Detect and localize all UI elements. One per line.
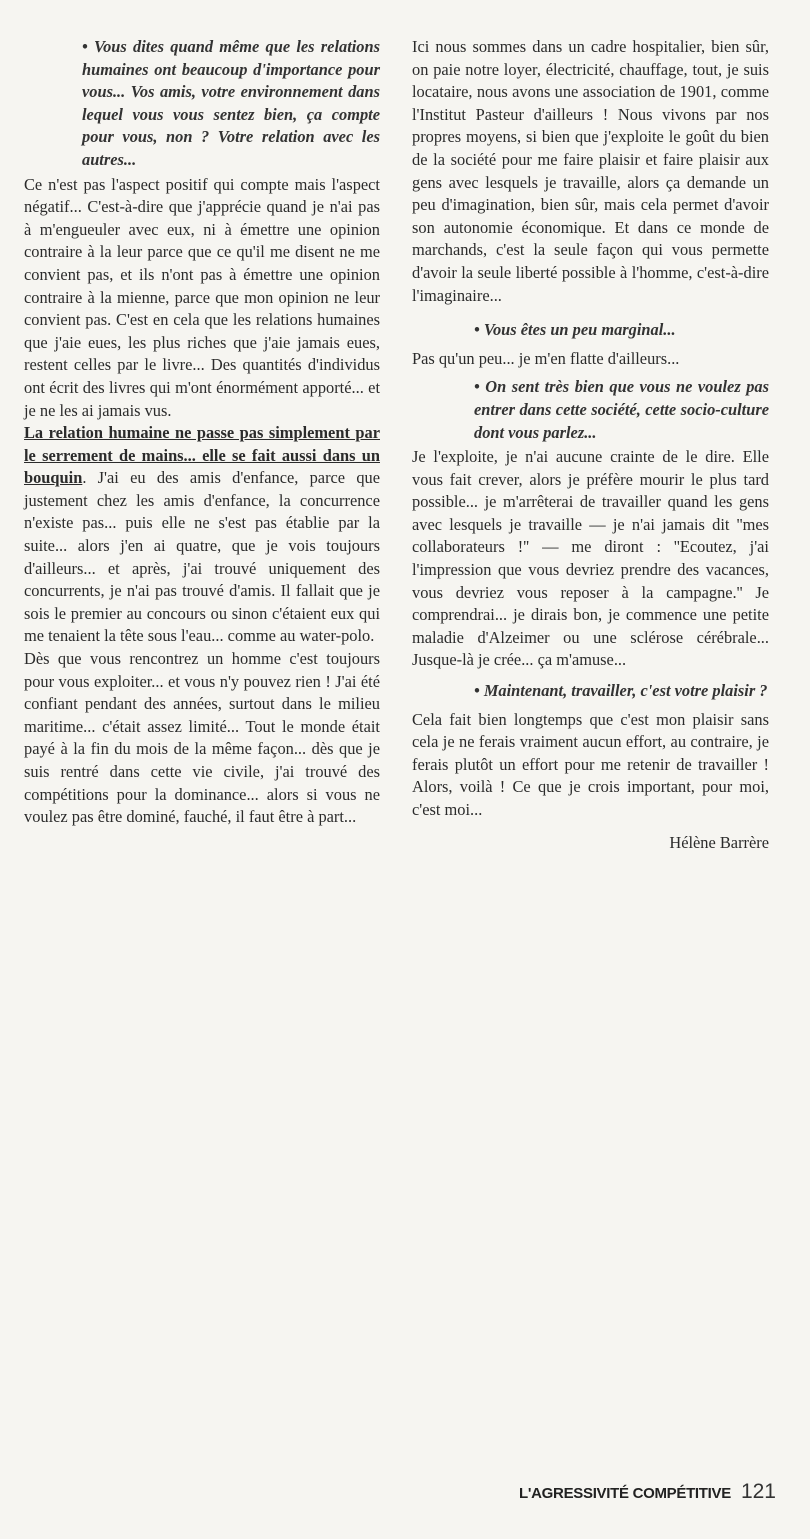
- answer-text: . J'ai eu des amis d'enfance, parce que justement chez les amis d'enfance, la concurrence n'existe pas... puis elle ne s'est pas établie par la suite... alors j'en ai quatre, que je vois toujours d'ailleurs... et après, j'ai trouvé uniquement des concurrents, je n'ai pas trouvé d'amis. Il fallait que je sois le premier au concours ou sinon c'étaient eux qui me tenaient la tête sous l'eau... comme au water-polo.: [24, 468, 380, 646]
- interview-question: • Vous êtes un peu marginal...: [474, 320, 676, 340]
- left-column: [24, 36, 380, 829]
- page-number: 121: [740, 1480, 776, 1503]
- page-footer: [440, 1480, 776, 1504]
- answer-paragraph: Ce n'est pas l'aspect positif qui compte mais l'aspect négatif... C'est-à-dire que j'apprécie quand je n'ai pas à m'engueuler avec eux, ni à émettre une opinion contraire à la leur parce que ce qu'il me disent ne me convient pas, et ils n'ont pas à émettre une opinion contraire à la mienne, parce que mon opinion ne leur convient pas. C'est en cela que les relations humaines que j'aie eues, les plus riches que j'aie jamais eues, restent celles par le livre... Des quantités d'individus ont écrit des livres qui m'ont énormément apporté... et je ne les ai jamais vus.: [24, 174, 380, 420]
- interview-question: • Vous dites quand même que les relations humaines ont beaucoup d'importance pour vous... Vos amis, votre environnement dans lequel vous vous sentez bien, ça compte pour vous, non ? Votre relation avec les autres...: [82, 37, 380, 169]
- right-column: [412, 36, 769, 854]
- interview-question: • On sent très bien que vous ne voulez pas entrer dans cette société, cette socio-culture dont vous parlez...: [474, 377, 769, 442]
- interview-question: • Maintenant, travailler, c'est votre plaisir ?: [474, 681, 768, 701]
- answer-paragraph: Cela fait bien longtemps que c'est mon plaisir sans cela je ne ferais vraiment aucun effort, au contraire, je ferais plutôt un effort pour me retenir de travailler ! Alors, voilà ! Ce que je crois important, pour moi, c'est moi...: [412, 709, 769, 819]
- answer-paragraph: Ici nous sommes dans un cadre hospitalier, bien sûr, on paie notre loyer, électricité, chauffage, tout, je suis locataire, nous avons une association de 1901, comme l'Institut Pasteur d'ailleurs ! Nous vivons par nos propres moyens, si bien que j'exploite le goût du bien de la société pour me faire plaisir et faire plaisir aux gens avec lesquels je travaille, alors ça demande un peu d'imagination, bien sûr, mais cela permet d'avoir son autonomie économique. Et dans ce monde de marchands, c'est la seule façon qui vous permette d'avoir la seule liberté possible à l'homme, c'est-à-dire l'imaginaire...: [412, 37, 769, 305]
- underlined-statement: La relation humaine ne passe pas simplement par le serrement de mains... elle se fait aussi dans un bouquin: [24, 423, 380, 488]
- answer-paragraph: Dès que vous rencontrez un homme c'est toujours pour vous exploiter... et vous n'y pouvez rien ! J'ai été confiant pendant des années, surtout dans le milieu maritime... c'était assez limité... Tout le monde était payé à la fin du mois de la même façon... dès que je suis rentré dans cette vie civile, j'ai trouvé des compétitions pour la dominance... alors si vous ne voulez pas être dominé, fauché, il faut être à part...: [24, 649, 380, 827]
- author-signature: Hélène Barrère: [669, 832, 769, 852]
- answer-paragraph: [24, 422, 380, 648]
- running-title: L'AGRESSIVITÉ COMPÉTITIVE: [519, 1485, 731, 1502]
- answer-paragraph: Je l'exploite, je n'ai aucune crainte de le dire. Elle vous fait crever, alors je préfère mourir le plus tard possible... je m'arrêterai de travailler quand les gens avec lesquels je travaille — je n'ai jamais dit ''mes collaborateurs !'' — me diront : ''Ecoutez, j'ai l'impression que vous devriez prendre des vacances, vous devriez vous reposer à la campagne.'' Je comprendrai... je dirais bon, je commence une petite maladie d'Alzeimer ou une sclérose cérébrale... Jusque-là je crée... ça m'amuse...: [412, 447, 769, 670]
- answer-paragraph: Pas qu'un peu... je m'en flatte d'ailleurs...: [412, 348, 680, 368]
